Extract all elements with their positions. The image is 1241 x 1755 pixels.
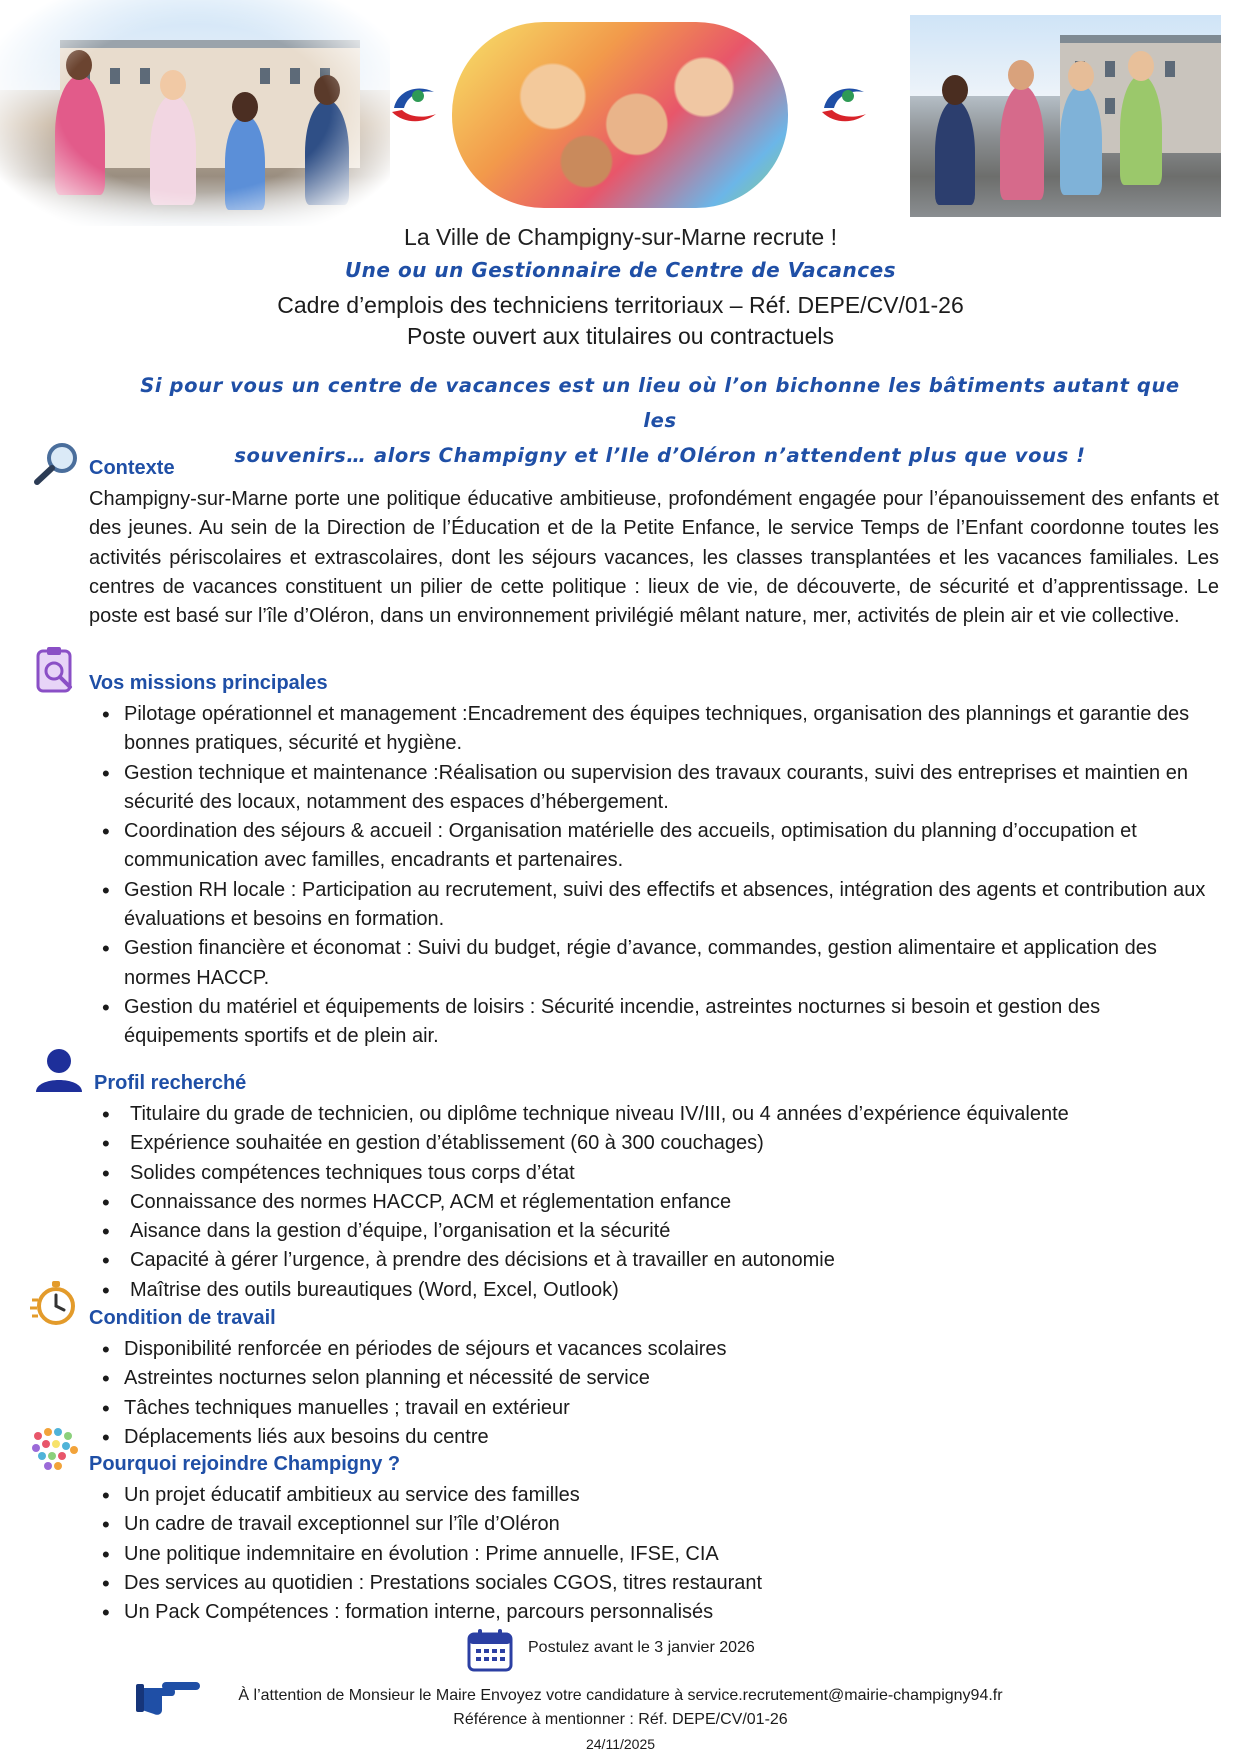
job-cadre: Cadre d’emplois des techniciens territoriaux – Réf. DEPE/CV/01-26 [277, 292, 964, 318]
list-item: • Coordination des séjours & accueil : Organisation matérielle des accueils, optimisation du planning d’occupation et communication avec familles, encadrants et partenaires. [100, 817, 1220, 876]
application-reference: Référence à mentionner : Réf. DEPE/CV/01-26 [453, 1711, 788, 1728]
list-item: • Maîtrise des outils bureautiques (Word, Excel, Outlook) [100, 1276, 1220, 1305]
header-photo-children-running [910, 15, 1221, 217]
list-item: • Pilotage opérationnel et management :Encadrement des équipes techniques, organisation des plannings et garantie des bonnes pratiques, sécurité et hygiène. [100, 700, 1220, 759]
user-icon [34, 1048, 84, 1092]
condition-list [100, 1335, 1220, 1452]
header-photo-children-town [0, 0, 390, 226]
calendar-icon [466, 1628, 514, 1672]
list-item: • Solides compétences techniques tous corps d’état [100, 1159, 1220, 1188]
section-title-profil: Profil recherché [94, 1072, 247, 1094]
list-item: • Des services au quotidien : Prestations sociales CGOS, titres restaurant [100, 1569, 1220, 1598]
missions-list [100, 700, 1220, 1052]
clipboard-search-icon [34, 645, 80, 695]
list-item: • Aisance dans la gestion d’équipe, l’organisation et la sécurité [100, 1217, 1220, 1246]
list-item: • Gestion RH locale : Participation au recrutement, suivi des effectifs et absences, intégration des agents et contribution aux évaluations et besoins en formation. [100, 876, 1220, 935]
list-item: • Astreintes nocturnes selon planning et nécessité de service [100, 1364, 1220, 1393]
application-contact: À l’attention de Monsieur le Maire Envoyez votre candidature à service.recrutement@mairie-champigny94.fr [238, 1687, 1003, 1704]
profil-list [100, 1100, 1220, 1305]
list-item: • Un Pack Compétences : formation interne, parcours personnalisés [100, 1598, 1220, 1627]
list-item: • Gestion financière et économat : Suivi du budget, régie d’avance, commandes, gestion alimentaire et application des normes HACCP. [100, 934, 1220, 993]
stopwatch-icon [30, 1280, 80, 1326]
section-title-contexte: Contexte [89, 457, 175, 479]
header-photo-painted-hands [452, 22, 788, 208]
list-item: • Disponibilité renforcée en périodes de séjours et vacances scolaires [100, 1335, 1220, 1364]
colorful-people-heart-icon [28, 1424, 80, 1474]
tagline-line-1: Si pour vous un centre de vacances est un lieu où l’on bichonne les bâtiments autant que les [140, 374, 1180, 432]
champigny-logo-icon [818, 78, 870, 130]
list-item: • Une politique indemnitaire en évolution : Prime annuelle, IFSE, CIA [100, 1540, 1220, 1569]
list-item: • Capacité à gérer l’urgence, à prendre des décisions et à travailler en autonomie [100, 1246, 1220, 1275]
list-item: • Un projet éducatif ambitieux au service des familles [100, 1481, 1220, 1510]
application-deadline: Postulez avant le 3 janvier 2026 [528, 1639, 755, 1656]
contexte-text: Champigny-sur-Marne porte une politique éducative ambitieuse, profondément engagée pour l’épanouissement des enfants et des jeunes. Au sein de la Direction de l’Éducation et de la Petite Enfance, le service Temps de l’Enfant coordonne toutes les activités périscolaires et extrascolaires, dont les séjours vacances, les classes transplantées et les vacances familiales. Les centres de vacances constituent un pilier de cette politique : lieux de vie, de découverte, de sécurité et d’apprentissage. Le poste est basé sur l’île d’Oléron, dans un environnement privilégié mêlant nature, mer, activités de plein air et vie collective. [89, 488, 1219, 628]
publication-date: 24/11/2025 [585, 1736, 656, 1752]
list-item: • Titulaire du grade de technicien, ou diplôme technique niveau IV/III, ou 4 années d’expérience équivalente [100, 1100, 1220, 1129]
job-title: Une ou un Gestionnaire de Centre de Vacances [344, 258, 897, 282]
page-title: La Ville de Champigny-sur-Marne recrute ! [404, 224, 837, 250]
section-title-missions: Vos missions principales [89, 672, 328, 694]
section-title-pourquoi: Pourquoi rejoindre Champigny ? [89, 1453, 401, 1475]
list-item: • Connaissance des normes HACCP, ACM et réglementation enfance [100, 1188, 1220, 1217]
list-item: • Déplacements liés aux besoins du centre [100, 1423, 1220, 1452]
section-title-condition: Condition de travail [89, 1307, 276, 1329]
tagline [130, 368, 1190, 473]
list-item: • Gestion du matériel et équipements de loisirs : Sécurité incendie, astreintes nocturnes si besoin et gestion des équipements sportifs et de plein air. [100, 993, 1220, 1052]
tagline-line-2: souvenirs… alors Champigny et l’Ile d’Oléron n’attendent plus que vous ! [234, 444, 1086, 467]
pourquoi-list [100, 1481, 1220, 1627]
magnifier-icon [32, 440, 82, 486]
list-item: • Tâches techniques manuelles ; travail en extérieur [100, 1394, 1220, 1423]
list-item: • Gestion technique et maintenance :Réalisation ou supervision des travaux courants, suivi des entreprises et maintien en sécurité des locaux, notamment des espaces d’hébergement. [100, 759, 1220, 818]
list-item: • Expérience souhaitée en gestion d’établissement (60 à 300 couchages) [100, 1129, 1220, 1158]
list-item: • Un cadre de travail exceptionnel sur l’île d’Oléron [100, 1510, 1220, 1539]
champigny-logo-icon [388, 78, 440, 130]
job-eligibility: Poste ouvert aux titulaires ou contractuels [406, 323, 834, 349]
